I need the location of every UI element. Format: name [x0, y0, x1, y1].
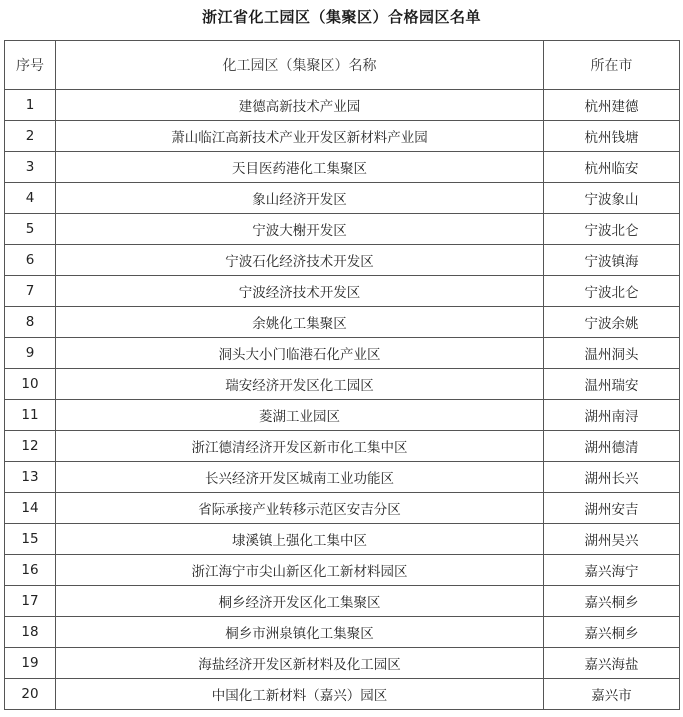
city-cell: 嘉兴桐乡 — [544, 586, 680, 617]
park-name-cell: 宁波石化经济技术开发区 — [56, 245, 544, 276]
serial-number-cell: 3 — [5, 152, 56, 183]
table-row — [5, 431, 680, 462]
park-name-cell: 洞头大小门临港石化产业区 — [56, 338, 544, 369]
table-row — [5, 586, 680, 617]
city-cell: 宁波余姚 — [544, 307, 680, 338]
table-row — [5, 555, 680, 586]
park-name-cell: 中国化工新材料（嘉兴）园区 — [56, 679, 544, 710]
serial-number-cell: 8 — [5, 307, 56, 338]
park-name-cell: 埭溪镇上强化工集中区 — [56, 524, 544, 555]
serial-number-cell: 19 — [5, 648, 56, 679]
document-title: 浙江省化工园区（集聚区）合格园区名单 — [201, 8, 481, 26]
park-name-cell: 瑞安经济开发区化工园区 — [56, 369, 544, 400]
park-name-cell: 省际承接产业转移示范区安吉分区 — [56, 493, 544, 524]
table-row — [5, 152, 680, 183]
park-name-cell: 宁波大榭开发区 — [56, 214, 544, 245]
city-cell: 嘉兴桐乡 — [544, 617, 680, 648]
city-cell: 湖州吴兴 — [544, 524, 680, 555]
table-row — [5, 338, 680, 369]
serial-number-cell: 15 — [5, 524, 56, 555]
city-cell: 宁波北仑 — [544, 214, 680, 245]
city-cell: 宁波镇海 — [544, 245, 680, 276]
city-cell: 嘉兴市 — [544, 679, 680, 710]
table-row — [5, 214, 680, 245]
table-row — [5, 648, 680, 679]
city-cell: 湖州南浔 — [544, 400, 680, 431]
table-header-row — [5, 41, 680, 90]
table-row — [5, 400, 680, 431]
city-cell: 湖州长兴 — [544, 462, 680, 493]
city-cell: 宁波象山 — [544, 183, 680, 214]
park-name-cell: 余姚化工集聚区 — [56, 307, 544, 338]
table-row — [5, 121, 680, 152]
table-row — [5, 369, 680, 400]
header-park-name: 化工园区（集聚区）名称 — [56, 41, 544, 90]
serial-number-cell: 5 — [5, 214, 56, 245]
city-cell: 温州瑞安 — [544, 369, 680, 400]
city-cell: 湖州德清 — [544, 431, 680, 462]
table-row — [5, 276, 680, 307]
serial-number-cell: 4 — [5, 183, 56, 214]
park-name-cell: 萧山临江高新技术产业开发区新材料产业园 — [56, 121, 544, 152]
header-city: 所在市 — [544, 41, 680, 90]
serial-number-cell: 2 — [5, 121, 56, 152]
table-row — [5, 462, 680, 493]
park-name-cell: 建德高新技术产业园 — [56, 90, 544, 121]
table-row — [5, 493, 680, 524]
serial-number-cell: 9 — [5, 338, 56, 369]
table-row — [5, 524, 680, 555]
table-row — [5, 245, 680, 276]
park-name-cell: 天目医药港化工集聚区 — [56, 152, 544, 183]
serial-number-cell: 11 — [5, 400, 56, 431]
serial-number-cell: 13 — [5, 462, 56, 493]
park-name-cell: 浙江海宁市尖山新区化工新材料园区 — [56, 555, 544, 586]
table-row — [5, 679, 680, 710]
park-name-cell: 桐乡经济开发区化工集聚区 — [56, 586, 544, 617]
city-cell: 杭州临安 — [544, 152, 680, 183]
city-cell: 嘉兴海宁 — [544, 555, 680, 586]
header-serial-number: 序号 — [5, 41, 56, 90]
serial-number-cell: 7 — [5, 276, 56, 307]
park-name-cell: 长兴经济开发区城南工业功能区 — [56, 462, 544, 493]
serial-number-cell: 17 — [5, 586, 56, 617]
table-row — [5, 90, 680, 121]
city-cell: 温州洞头 — [544, 338, 680, 369]
serial-number-cell: 16 — [5, 555, 56, 586]
serial-number-cell: 14 — [5, 493, 56, 524]
park-name-cell: 浙江德清经济开发区新市化工集中区 — [56, 431, 544, 462]
park-name-cell: 宁波经济技术开发区 — [56, 276, 544, 307]
city-cell: 湖州安吉 — [544, 493, 680, 524]
table-row — [5, 617, 680, 648]
city-cell: 嘉兴海盐 — [544, 648, 680, 679]
serial-number-cell: 12 — [5, 431, 56, 462]
park-name-cell: 象山经济开发区 — [56, 183, 544, 214]
serial-number-cell: 18 — [5, 617, 56, 648]
park-name-cell: 菱湖工业园区 — [56, 400, 544, 431]
serial-number-cell: 10 — [5, 369, 56, 400]
park-name-cell: 桐乡市洲泉镇化工集聚区 — [56, 617, 544, 648]
serial-number-cell: 1 — [5, 90, 56, 121]
city-cell: 杭州建德 — [544, 90, 680, 121]
city-cell: 杭州钱塘 — [544, 121, 680, 152]
table-row — [5, 183, 680, 214]
park-name-cell: 海盐经济开发区新材料及化工园区 — [56, 648, 544, 679]
serial-number-cell: 6 — [5, 245, 56, 276]
table-row — [5, 307, 680, 338]
qualified-parks-table — [4, 40, 680, 710]
city-cell: 宁波北仑 — [544, 276, 680, 307]
serial-number-cell: 20 — [5, 679, 56, 710]
